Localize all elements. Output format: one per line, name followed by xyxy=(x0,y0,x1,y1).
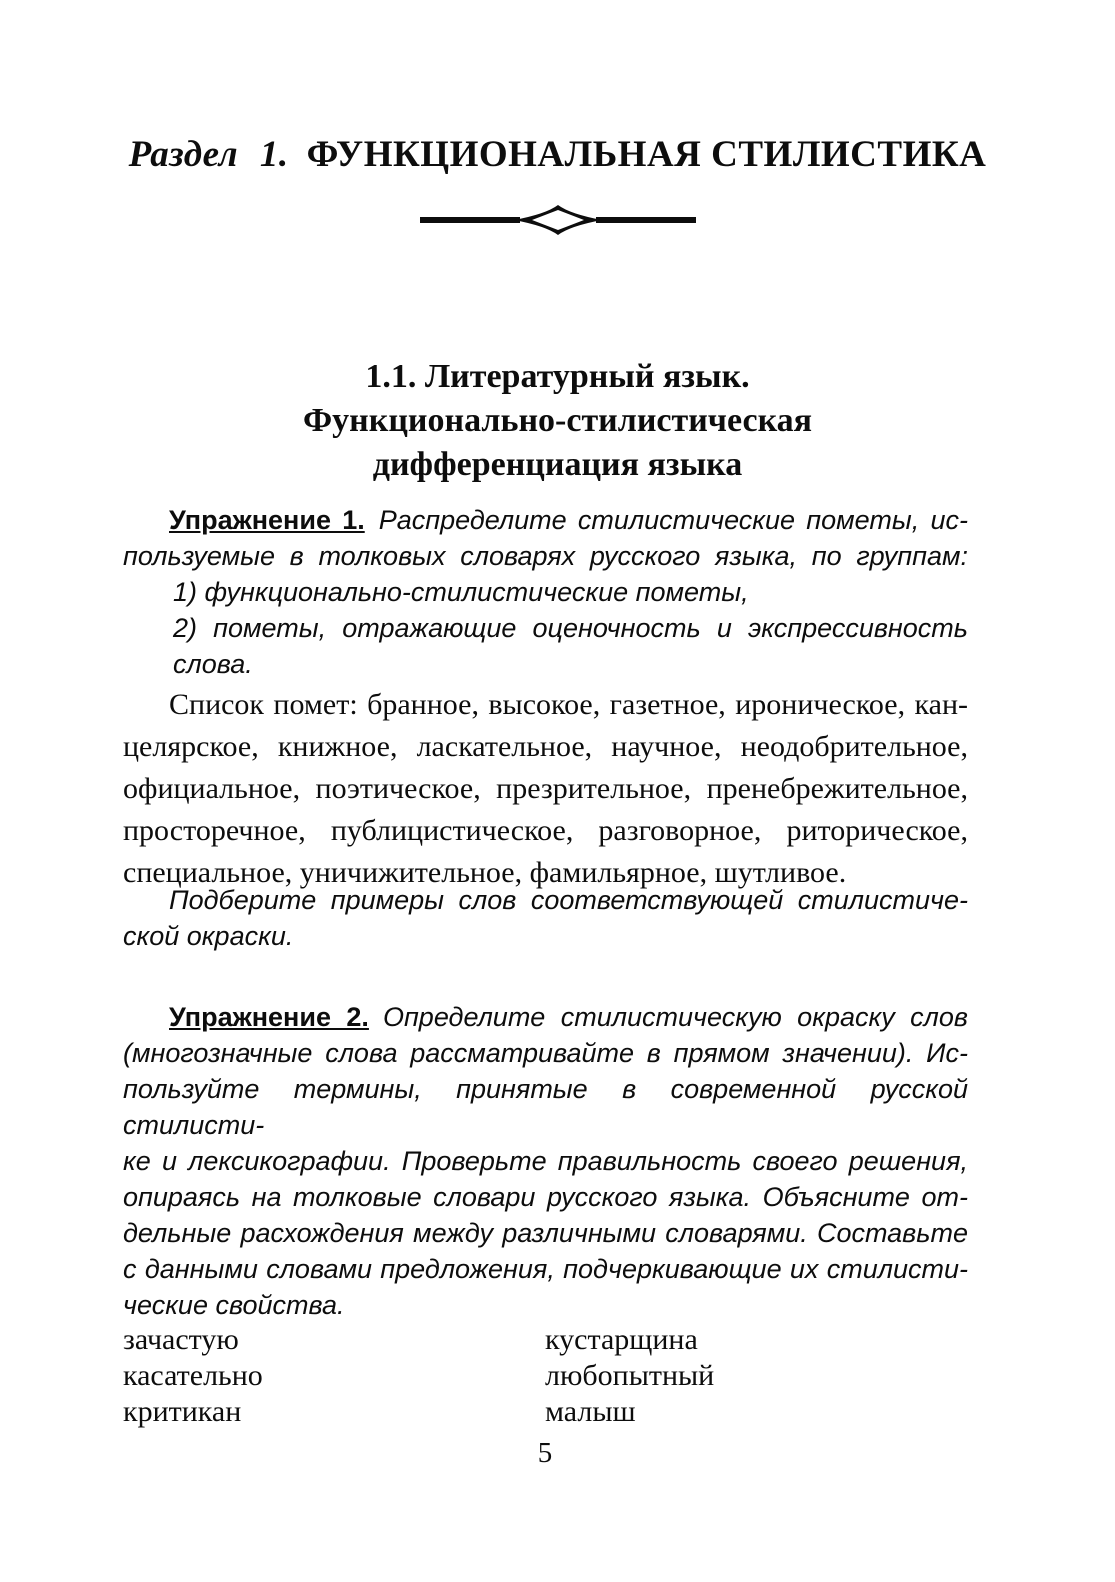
heading-line: дифференциация языка xyxy=(372,446,743,483)
heading-line: Функционально-стилистическая xyxy=(302,402,813,439)
paragraph-line: Список помет: бранное, высокое, газетное, ироническое, кан- xyxy=(169,688,968,721)
exercise1-first-line: Распределите стилистические пометы, ис- xyxy=(378,505,968,535)
paragraph-line: Подберите примеры слов соответствующей стилистиче- xyxy=(169,885,968,915)
divider-ornament xyxy=(0,201,1115,244)
exercise2-paragraph xyxy=(123,999,968,1323)
exercise2-first-line: Определите стилистическую окраску слов xyxy=(382,1002,969,1032)
paragraph-line: 2) пометы, отражающие оценочность и экспрессивность слова. xyxy=(173,613,968,679)
heading-line: 1.1. Литературный язык. xyxy=(365,358,750,395)
podberite-paragraph xyxy=(123,882,968,954)
word-list-column-1 xyxy=(123,1322,263,1430)
subsection-heading xyxy=(0,355,1115,487)
word-item: любопытный xyxy=(545,1359,715,1392)
section-title xyxy=(0,133,1115,176)
paragraph-line xyxy=(123,502,968,538)
word-item: касательно xyxy=(123,1359,263,1392)
exercise1-paragraph xyxy=(123,502,968,682)
exercise1-lines xyxy=(123,538,968,682)
section-name: ФУНКЦИОНАЛЬНАЯ СТИЛИСТИКА xyxy=(306,134,987,175)
paragraph-line: ческие свойства. xyxy=(123,1290,345,1320)
paragraph-line: ке и лексикографии. Проверьте правильность своего решения, xyxy=(123,1146,968,1176)
word-item: кустарщина xyxy=(545,1323,698,1356)
paragraph-line: специальное, уничижительное, фамильярное, шутливое. xyxy=(123,856,847,889)
exercise1-label: Упражнение 1. xyxy=(169,505,365,535)
word-item: критикан xyxy=(123,1395,242,1428)
paragraph-line xyxy=(123,999,968,1035)
paragraph-line: ской окраски. xyxy=(123,921,294,951)
exercise2-label: Упражнение 2. xyxy=(169,1002,369,1032)
page-number: 5 xyxy=(537,1437,553,1469)
paragraph-line: 1) функционально-стилистические пометы, xyxy=(173,577,749,607)
paragraph-line: пользуемые в толковых словарях русского языка, по группам: xyxy=(123,541,968,571)
paragraph-line: с данными словами предложения, подчеркивающие их стилисти- xyxy=(123,1254,968,1284)
diamond-divider-icon xyxy=(418,201,698,239)
paragraph-line: целярское, книжное, ласкательное, научное, неодобрительное, xyxy=(123,730,968,763)
pometa-list-paragraph xyxy=(123,684,968,894)
word-list-column-2 xyxy=(545,1322,714,1430)
word-item: малыш xyxy=(545,1395,636,1428)
section-label: Раздел 1. xyxy=(128,134,289,175)
paragraph-line: пользуйте термины, принятые в современной русской стилисти- xyxy=(123,1074,968,1140)
exercise2-lines xyxy=(123,1035,968,1323)
paragraph-line: официальное, поэтическое, презрительное, пренебрежительное, xyxy=(123,772,968,805)
paragraph-line: (многозначные слова рассматривайте в прямом значении). Ис- xyxy=(123,1038,968,1068)
podberite-lines xyxy=(123,882,968,954)
paragraph-line: просторечное, публицистическое, разговорное, риторическое, xyxy=(123,814,968,847)
paragraph-line: опираясь на толковые словари русского языка. Объясните от- xyxy=(123,1182,968,1212)
paragraph-line: дельные расхождения между различными словарями. Составьте xyxy=(123,1218,968,1248)
pometa-lines xyxy=(123,684,968,894)
word-item: зачастую xyxy=(123,1323,239,1356)
